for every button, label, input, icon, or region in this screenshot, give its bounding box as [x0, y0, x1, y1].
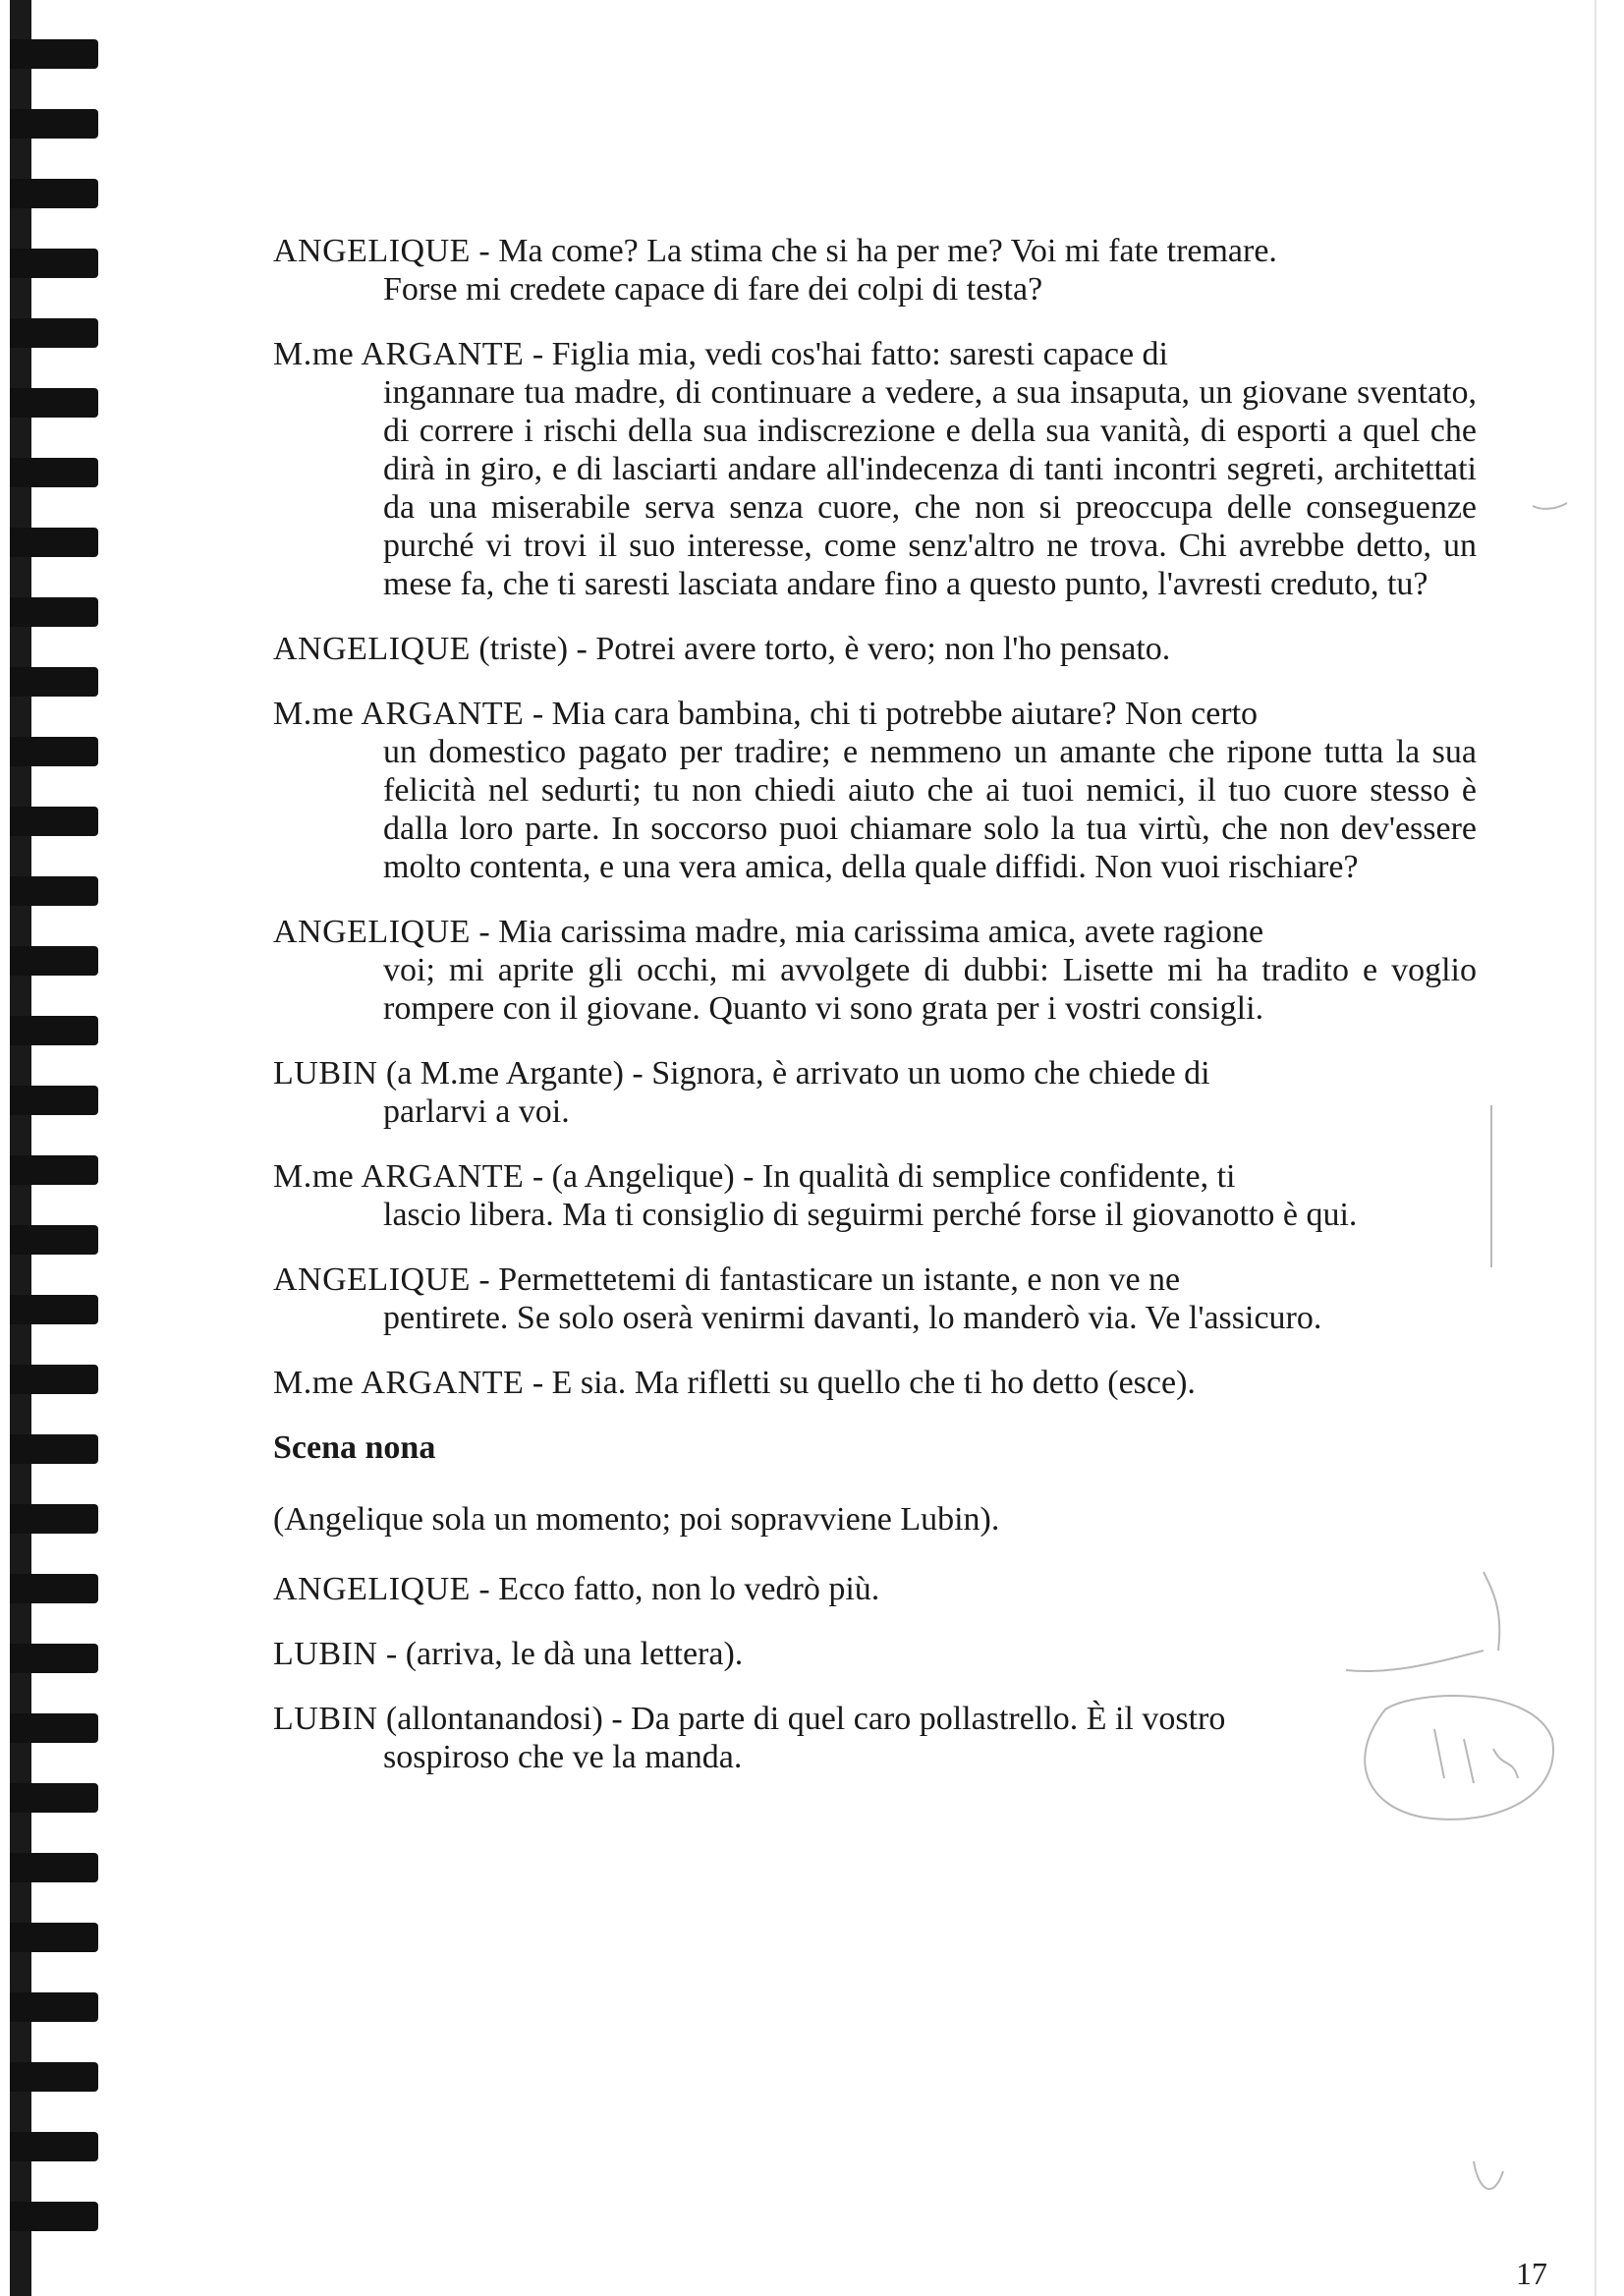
- binding-ring: [10, 2062, 98, 2092]
- speech-continuation: lascio libera. Ma ti consiglio di seguirmi perché forse il giovanotto è qui.: [383, 1197, 1358, 1233]
- speech-first-line: [273, 335, 1477, 373]
- speaker-name: M.me ARGANTE: [273, 1365, 525, 1401]
- scene-heading: Scena nona: [273, 1429, 436, 1466]
- binding-ring: [10, 1923, 98, 1952]
- binding-ring: [10, 1713, 98, 1743]
- speech-line: - (a Angelique) - In qualità di semplice confidente, ti: [524, 1158, 1236, 1195]
- binding-ring: [10, 2202, 98, 2231]
- binding-ring: [10, 318, 98, 348]
- speaker-name: ANGELIQUE: [273, 1261, 471, 1298]
- speech-line: - (arriva, le dà una lettera).: [377, 1636, 744, 1672]
- speaker-name: ANGELIQUE: [273, 1571, 471, 1607]
- speech-first-line: [273, 1364, 1477, 1402]
- speech-continuation: parlarvi a voi.: [383, 1093, 570, 1130]
- speech-continuation: ingannare tua madre, di continuare a vedere, a sua insaputa, un giovane sventato, di correre i rischi della sua indiscrezione e della sua vanità, di esporti a quel che dirà in giro, e di lasciarti andare all'indecenza di tanti incontri segreti, architettati da una miserabile serva senza cuore, che non si preoccupa delle conseguenze purché vi trovi il suo interesse, come senz'altro ne trova. Chi avrebbe detto, un mese fa, che ti saresti lasciata andare fino a questo punto, l'avresti creduto, tu?: [383, 374, 1477, 602]
- speech-first-line: [273, 1260, 1477, 1299]
- speech-line: (allontanandosi) - Da parte di quel caro pollastrello. È il vostro: [377, 1701, 1226, 1737]
- binding-ring: [10, 1644, 98, 1673]
- speech-entry: [273, 1570, 1477, 1608]
- page-number: 17: [1516, 2256, 1547, 2291]
- speech-first-line: [273, 1054, 1477, 1092]
- binding-ring: [10, 1783, 98, 1813]
- speech-line: (triste) - Potrei avere torto, è vero; non l'ho pensato.: [470, 631, 1171, 667]
- speech-first-line: [273, 695, 1477, 733]
- speaker-name: ANGELIQUE: [273, 233, 471, 269]
- binding-ring: [10, 1086, 98, 1115]
- binding-ring: [10, 388, 98, 418]
- binding-ring: [10, 1504, 98, 1534]
- binding-ring: [10, 876, 98, 906]
- speech-first-line: [273, 1157, 1477, 1196]
- binding-ring: [10, 807, 98, 836]
- binding-ring: [10, 946, 98, 976]
- binding-ring: [10, 1853, 98, 1882]
- speech-entry: [273, 335, 1477, 603]
- binding-ring: [10, 1016, 98, 1045]
- binding-ring: [10, 109, 98, 139]
- speaker-name: M.me ARGANTE: [273, 696, 525, 732]
- binding-ring: [10, 1574, 98, 1603]
- speech-line: - Figlia mia, vedi cos'hai fatto: saresti capace di: [524, 336, 1169, 372]
- binding-ring: [10, 2132, 98, 2161]
- speech-line: - Mia cara bambina, chi ti potrebbe aiutare? Non certo: [524, 696, 1259, 732]
- speech-line: - Ecco fatto, non lo vedrò più.: [470, 1571, 880, 1607]
- speaker-name: M.me ARGANTE: [273, 1158, 525, 1195]
- binding-ring: [10, 179, 98, 208]
- document-body: [273, 232, 1477, 1803]
- speech-entry: [273, 232, 1477, 308]
- binding-ring: [10, 528, 98, 557]
- binding-ring: [10, 597, 98, 627]
- binding-ring: [10, 1434, 98, 1464]
- speech-entry: [273, 1157, 1477, 1234]
- speaker-name: ANGELIQUE: [273, 914, 471, 950]
- speaker-name: LUBIN: [273, 1055, 378, 1092]
- stage-direction: (Angelique sola un momento; poi sopravviene Lubin).: [273, 1501, 1000, 1538]
- speaker-name: LUBIN: [273, 1701, 378, 1737]
- speech-continuation: sospiroso che ve la manda.: [383, 1739, 743, 1775]
- binding-ring: [10, 1225, 98, 1255]
- speech-entry: [273, 1700, 1477, 1776]
- binding-ring: [10, 667, 98, 697]
- speech-line: - E sia. Ma rifletti su quello che ti ho detto (esce).: [524, 1365, 1196, 1401]
- speech-first-line: [273, 1700, 1477, 1738]
- speech-line: (a M.me Argante) - Signora, è arrivato un uomo che chiede di: [377, 1055, 1210, 1092]
- speech-entry: [273, 1635, 1477, 1673]
- speech-first-line: [273, 630, 1477, 668]
- speech-line: - Mia carissima madre, mia carissima amica, avete ragione: [470, 914, 1264, 950]
- binding-ring: [10, 39, 98, 69]
- speaker-name: LUBIN: [273, 1636, 378, 1672]
- binding-ring: [10, 1992, 98, 2022]
- spiral-binding: [0, 0, 108, 2296]
- binding-ring: [10, 1295, 98, 1324]
- speech-entry: [273, 695, 1477, 886]
- speech-first-line: [273, 1570, 1477, 1608]
- binding-ring: [10, 1155, 98, 1185]
- speech-continuation: pentirete. Se solo oserà venirmi davanti, lo manderò via. Ve l'assicuro.: [383, 1300, 1322, 1336]
- speech-entry: [273, 913, 1477, 1028]
- speech-entry: [273, 1364, 1477, 1402]
- speaker-name: ANGELIQUE: [273, 631, 471, 667]
- speech-continuation: Forse mi credete capace di fare dei colpi di testa?: [383, 271, 1043, 308]
- speech-entry: [273, 630, 1477, 668]
- speech-first-line: [273, 1635, 1477, 1673]
- speech-entry: [273, 1054, 1477, 1131]
- speech-line: - Ma come? La stima che si ha per me? Voi mi fate tremare.: [470, 233, 1277, 269]
- speaker-name: M.me ARGANTE: [273, 336, 525, 372]
- speech-first-line: [273, 232, 1477, 270]
- script-entries: [273, 232, 1477, 1776]
- speech-entry: [273, 1260, 1477, 1337]
- binding-ring: [10, 1365, 98, 1394]
- speech-continuation: voi; mi aprite gli occhi, mi avvolgete di dubbi: Lisette mi ha tradito e voglio rompere con il giovane. Quanto vi sono grata per i vostri consigli.: [383, 952, 1477, 1027]
- page-edge: [1595, 0, 1596, 2296]
- binding-ring: [10, 737, 98, 766]
- speech-continuation: un domestico pagato per tradire; e nemmeno un amante che ripone tutta la sua felicità nel sedurti; tu non chiedi aiuto che ai tuoi nemici, il tuo cuore stesso è dalla loro parte. In soccorso puoi chiamare solo la tua virtù, che non dev'essere molto contenta, e una vera amica, della quale diffidi. Non vuoi rischiare?: [383, 734, 1477, 885]
- binding-ring: [10, 458, 98, 487]
- speech-first-line: [273, 913, 1477, 951]
- speech-line: - Permettetemi di fantasticare un istante, e non ve ne: [470, 1261, 1181, 1298]
- binding-ring: [10, 249, 98, 278]
